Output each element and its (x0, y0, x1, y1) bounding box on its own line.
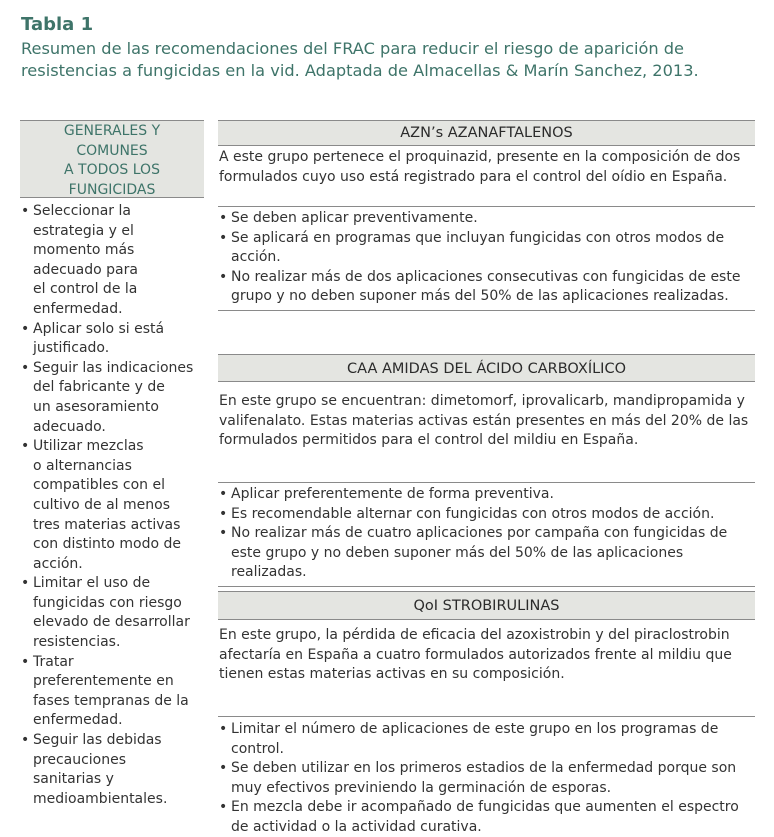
general-list (20, 202, 204, 809)
section-heading: CAA AMIDAS DEL ÁCIDO CARBOXÍLICO (218, 354, 755, 382)
section-bullets (218, 717, 755, 837)
general-item: • Tratar preferentemente en fases tempranas de la enfermedad. (20, 653, 204, 731)
bullet-item: • Se aplicará en programas que incluyan fungicidas con otros modos de acción. (218, 229, 755, 268)
section-qoi (218, 591, 755, 837)
bullet-item: • Limitar el número de aplicaciones de este grupo en los programas de control. (218, 720, 755, 759)
bullet-item: • Aplicar preferentemente de forma preventiva. (218, 485, 755, 505)
section-heading: AZN’s AZANAFTALENOS (218, 120, 755, 146)
general-item: • Utilizar mezclas o alternancias compatibles con el cultivo de al menos tres materias activas con distinto modo de acción. (20, 437, 204, 574)
section-intro: En este grupo se encuentran: dimetomorf, iprovalicarb, mandipropamida y valifenalato. Estas materias activas están presentes en más del 20% de las formulados permitidos para el control del mildiu en España. (218, 382, 755, 483)
section-bullets (218, 207, 755, 311)
section-caa (218, 354, 755, 587)
general-heading: GENERALES Y COMUNES A TODOS LOS FUNGICIDAS (20, 120, 204, 198)
general-item: • Limitar el uso de fungicidas con riesgo elevado de desarrollar resistencias. (20, 574, 204, 652)
general-item: • Seguir las debidas precauciones sanitarias y medioambientales. (20, 731, 204, 809)
bullet-item: • Se deben aplicar preventivamente. (218, 209, 755, 229)
section-bullets (218, 483, 755, 587)
general-column (20, 120, 204, 809)
section-intro: A este grupo pertenece el proquinazid, presente en la composición de dos formulados cuyo uso está registrado para el control del oídio en España. (218, 146, 755, 207)
bullet-item: • Se deben utilizar en los primeros estadios de la enfermedad porque son muy efectivos previniendo la germinación de esporas. (218, 759, 755, 798)
bullet-item: • No realizar más de cuatro aplicaciones por campaña con fungicidas de este grupo y no deben suponer más del 50% de las aplicaciones realizadas. (218, 524, 755, 583)
table-caption: Resumen de las recomendaciones del FRAC para reducir el riesgo de aparición de resistencias a fungicidas en la vid. Adaptada de Almacellas & Marín Sanchez, 2013. (21, 39, 699, 80)
general-item: • Aplicar solo si está justificado. (20, 320, 204, 359)
general-item: • Seleccionar la estrategia y el momento más adecuado para el control de la enfermedad. (20, 202, 204, 320)
bullet-item: • No realizar más de dos aplicaciones consecutivas con fungicidas de este grupo y no deben suponer más del 50% de las aplicaciones realizadas. (218, 268, 755, 307)
bullet-item: • Es recomendable alternar con fungicidas con otros modos de acción. (218, 505, 755, 525)
bullet-item: • En mezcla debe ir acompañado de fungicidas que aumenten el espectro de actividad o la actividad curativa. (218, 798, 755, 837)
section-intro: En este grupo, la pérdida de eficacia del azoxistrobin y del piraclostrobin afectaría en España a cuatro formulados autorizados frente al mildiu que tienen estas materias activas en su composición. (218, 620, 755, 717)
table-title: Tabla 1 (21, 14, 94, 35)
section-azn (218, 120, 755, 311)
general-item: • Seguir las indicaciones del fabricante y de un asesoramiento adecuado. (20, 359, 204, 437)
section-heading: QoI STROBIRULINAS (218, 591, 755, 620)
